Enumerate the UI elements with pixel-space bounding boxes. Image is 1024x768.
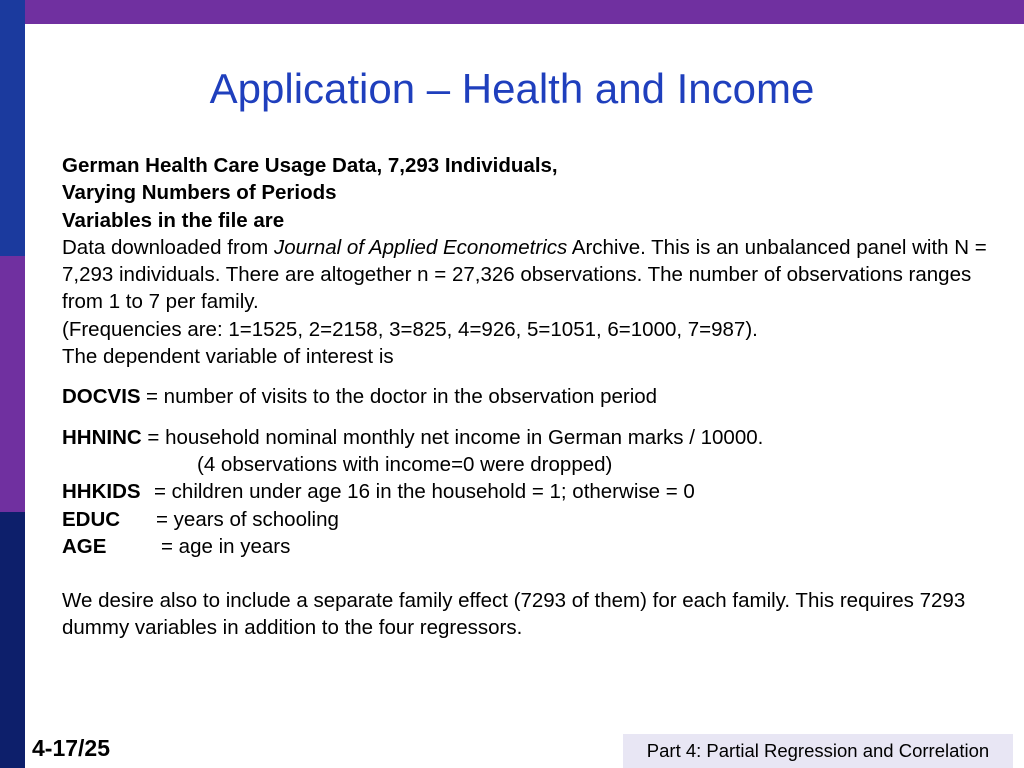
top-accent-bar <box>0 0 1024 24</box>
side-accent-bar-bottom <box>0 512 25 768</box>
slide-body <box>62 152 992 642</box>
data-description <box>62 234 992 316</box>
side-accent-bar-top <box>0 0 25 256</box>
variable-description: = years of schooling <box>156 507 339 531</box>
variable-name: HHNINC <box>62 425 142 449</box>
variable-name: EDUC <box>62 507 121 531</box>
variable-hhninc <box>62 424 992 451</box>
variable-educ <box>62 506 992 533</box>
heading-line: German Health Care Usage Data, 7,293 Individuals, <box>62 154 558 177</box>
slide-number: 4-17/25 <box>32 735 111 761</box>
description-prefix: Data downloaded from <box>62 235 274 259</box>
variable-docvis <box>62 383 992 410</box>
section-label: Part 4: Partial Regression and Correlation <box>623 734 1013 768</box>
variable-name: AGE <box>62 534 107 558</box>
variable-age <box>62 533 992 560</box>
heading-line: Variables in the file are <box>62 208 285 232</box>
variable-name: HHKIDS <box>62 480 141 504</box>
side-accent-bar-middle <box>0 256 25 512</box>
variable-description: = children under age 16 in the household = 1; otherwise = 0 <box>154 480 695 504</box>
frequencies-text: (Frequencies are: 1=1525, 2=2158, 3=825, 4=926, 5=1051, 6=1000, 7=987). <box>62 317 758 341</box>
dependent-intro: The dependent variable of interest is <box>62 345 394 369</box>
slide-title: Application – Health and Income <box>209 65 815 112</box>
variable-name: DOCVIS <box>62 385 141 409</box>
variable-description: = household nominal monthly net income in German marks / 10000. <box>141 425 764 449</box>
closing-paragraph: We desire also to include a separate family effect (7293 of them) for each family. This requires 7293 dummy variables in addition to the four regressors. <box>62 589 966 640</box>
hhninc-note: (4 observations with income=0 were dropped) <box>197 452 613 476</box>
heading-line: Varying Numbers of Periods <box>62 181 337 205</box>
description-rest: Archive. This is an unbalanced panel with N = 7,293 individuals. There are altogether n = 27,326 observations. The number of observations ranges from 1 to 7 per family. <box>62 235 987 314</box>
journal-name: Journal of Applied Econometrics <box>273 235 568 259</box>
variable-description: = number of visits to the doctor in the observation period <box>146 385 658 409</box>
variable-description: = age in years <box>161 534 291 558</box>
variable-hhkids <box>62 478 992 505</box>
